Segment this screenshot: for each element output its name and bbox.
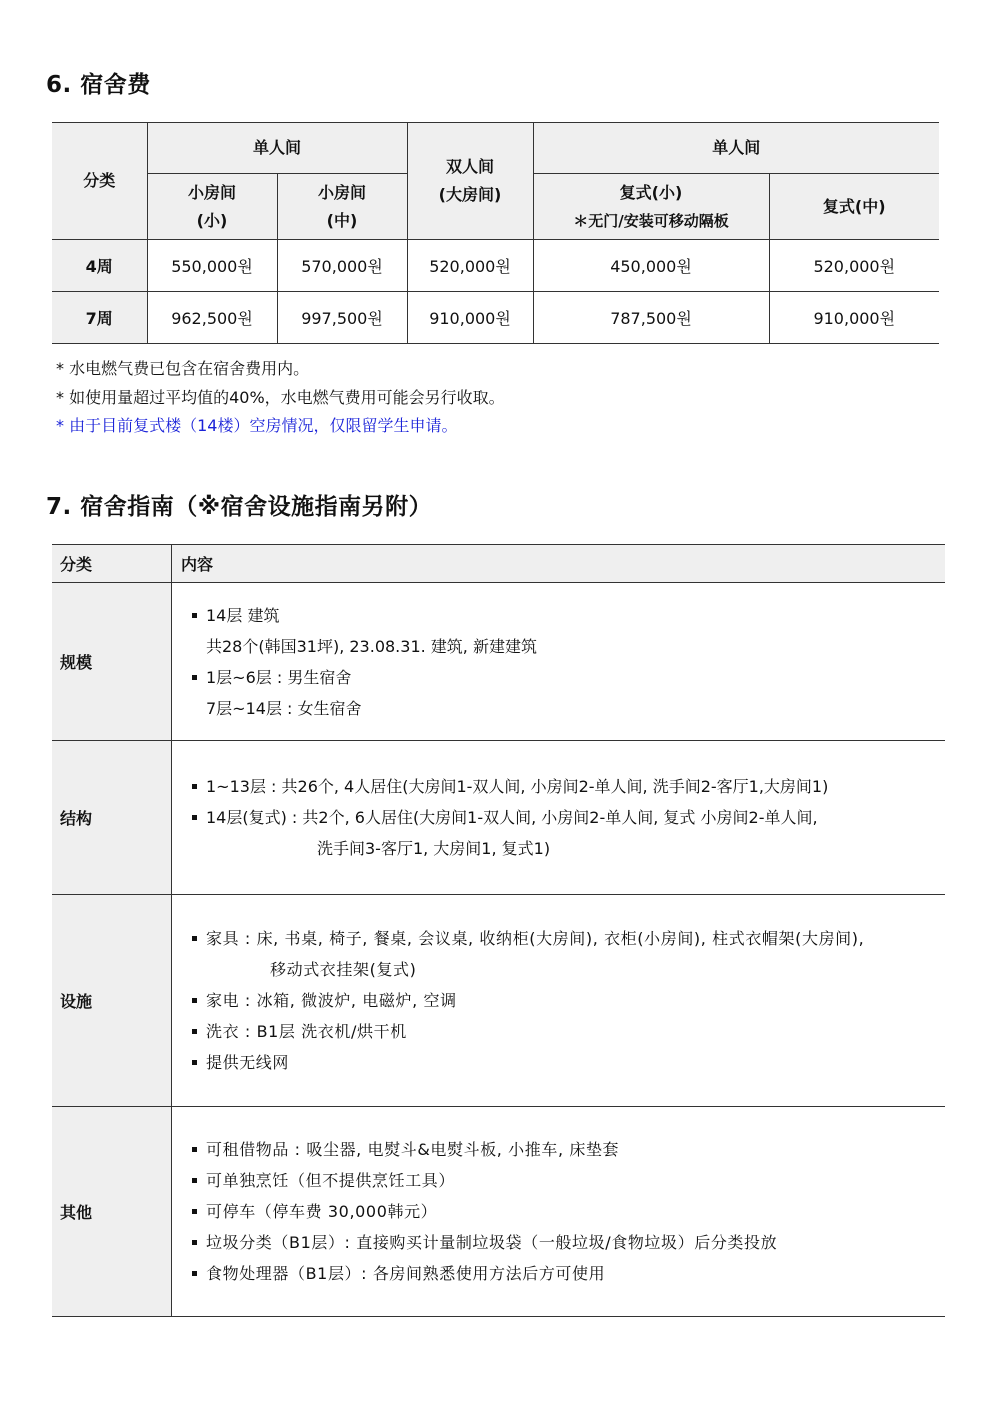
list-item	[192, 985, 945, 1016]
table-row	[52, 292, 939, 344]
fee-cell: 910,000원	[769, 292, 939, 344]
fee-cell: 520,000원	[407, 240, 533, 292]
list-item	[192, 662, 945, 724]
other-line: 可停车（停车费 30,000韩元）	[206, 1202, 438, 1221]
header-small-room-medium-line1: 小房间	[317, 182, 366, 202]
list-item	[192, 802, 945, 864]
fee-cell: 910,000원	[407, 292, 533, 344]
header-double-room-line2: (大房间)	[438, 185, 502, 204]
other-line: 垃圾分类（B1层）: 直接购买计量制垃圾袋（一般垃圾/食物垃圾）后分类投放	[206, 1233, 778, 1252]
list-item	[192, 1258, 945, 1289]
fee-notes	[56, 355, 505, 441]
facilities-line: 家电 : 冰箱, 微波炉, 电磁炉, 空调	[206, 991, 457, 1010]
header-duplex-medium: 复式(中)	[769, 174, 939, 240]
fee-cell: 450,000원	[533, 240, 769, 292]
list-item	[192, 771, 945, 802]
scale-line: 共28个(韩国31坪), 23.08.31. 建筑, 新建建筑	[206, 636, 537, 656]
header-duplex-small-line2: ＊无门/安装可移动隔板	[573, 211, 729, 230]
other-line: 可单独烹饪（但不提供烹饪工具）	[206, 1171, 456, 1190]
header-single-room-a: 单人间	[147, 123, 407, 174]
note-utilities-extra: * 如使用量超过平均值的40%，水电燃气费用可能会另行收取。	[56, 387, 505, 407]
guide-label-other: 其他	[52, 1107, 172, 1317]
other-line: 食物处理器（B1层）: 各房间熟悉使用方法后方可使用	[206, 1264, 606, 1283]
table-row	[52, 895, 945, 1107]
list-item	[192, 1227, 945, 1258]
structure-line: 14层(复式) : 共2个, 6人居住(大房间1-双人间, 小房间2-单人间, 复式 小房间2-单人间,	[206, 808, 818, 827]
section-7-title: 7. 宿舍指南（※宿舍设施指南另附）	[46, 494, 433, 520]
list-item	[192, 1196, 945, 1227]
list-item	[192, 1016, 945, 1047]
guide-label-facilities: 设施	[52, 895, 172, 1107]
list-item	[192, 1165, 945, 1196]
facilities-line: 洗衣 : B1层 洗衣机/烘干机	[206, 1022, 407, 1041]
header-duplex-small	[533, 174, 769, 240]
list-item	[192, 600, 945, 662]
fee-cell: 570,000원	[277, 240, 407, 292]
list-item	[192, 923, 945, 985]
facilities-line: 移动式衣挂架(复式)	[270, 960, 417, 979]
header-double-room-line1: 双人间	[445, 157, 494, 176]
guide-label-scale: 规模	[52, 583, 172, 741]
guide-content-facilities	[172, 895, 946, 1107]
note-duplex-restriction: * 由于目前复式楼（14楼）空房情况，仅限留学生申请。	[56, 416, 458, 435]
guide-content-other	[172, 1107, 946, 1317]
list-item	[192, 1047, 945, 1078]
row-label-7-weeks: 7周	[52, 292, 147, 344]
section-6-title: 6. 宿舍费	[46, 72, 151, 98]
list-item	[192, 1134, 945, 1165]
guide-header-content: 内容	[172, 545, 946, 583]
header-small-room-medium	[277, 174, 407, 240]
header-small-room-small	[147, 174, 277, 240]
header-small-room-small-line2: (小)	[196, 210, 228, 230]
row-label-4-weeks: 4周	[52, 240, 147, 292]
header-duplex-small-line1: 复式(小)	[619, 182, 683, 202]
fee-cell: 997,500원	[277, 292, 407, 344]
header-small-room-medium-line2: (中)	[326, 210, 358, 230]
dormitory-fee-table	[52, 122, 939, 344]
header-category: 分类	[52, 123, 147, 240]
fee-cell: 787,500원	[533, 292, 769, 344]
note-utilities-included: * 水电燃气费已包含在宿舍费用内。	[56, 359, 310, 378]
scale-line: 1层~6层 : 男生宿舍	[206, 667, 352, 687]
fee-cell: 962,500원	[147, 292, 277, 344]
header-double-room	[407, 123, 533, 240]
fee-cell: 550,000원	[147, 240, 277, 292]
fee-cell: 520,000원	[769, 240, 939, 292]
table-row	[52, 240, 939, 292]
guide-content-scale	[172, 583, 946, 741]
dormitory-guide-table	[52, 544, 945, 1317]
guide-header-category: 分类	[52, 545, 172, 583]
table-row	[52, 741, 945, 895]
facilities-line: 提供无线网	[206, 1053, 290, 1072]
header-single-room-b: 单人间	[533, 123, 939, 174]
scale-line: 7层~14层 : 女生宿舍	[206, 698, 362, 718]
structure-line: 1~13层 : 共26个, 4人居住(大房间1-双人间, 小房间2-单人间, 洗手间2-客厅1,大房间1)	[206, 777, 829, 796]
facilities-line: 家具 : 床, 书桌, 椅子, 餐桌, 会议桌, 收纳柜(大房间), 衣柜(小房间), 柱式衣帽架(大房间),	[206, 929, 865, 948]
other-line: 可租借物品 : 吸尘器, 电熨斗&电熨斗板, 小推车, 床垫套	[206, 1140, 620, 1159]
guide-content-structure	[172, 741, 946, 895]
guide-label-structure: 结构	[52, 741, 172, 895]
header-small-room-small-line1: 小房间	[187, 182, 236, 202]
structure-line: 洗手间3-客厅1, 大房间1, 复式1)	[317, 839, 551, 858]
table-row	[52, 1107, 945, 1317]
scale-line: 14层 建筑	[206, 605, 280, 625]
table-row	[52, 583, 945, 741]
